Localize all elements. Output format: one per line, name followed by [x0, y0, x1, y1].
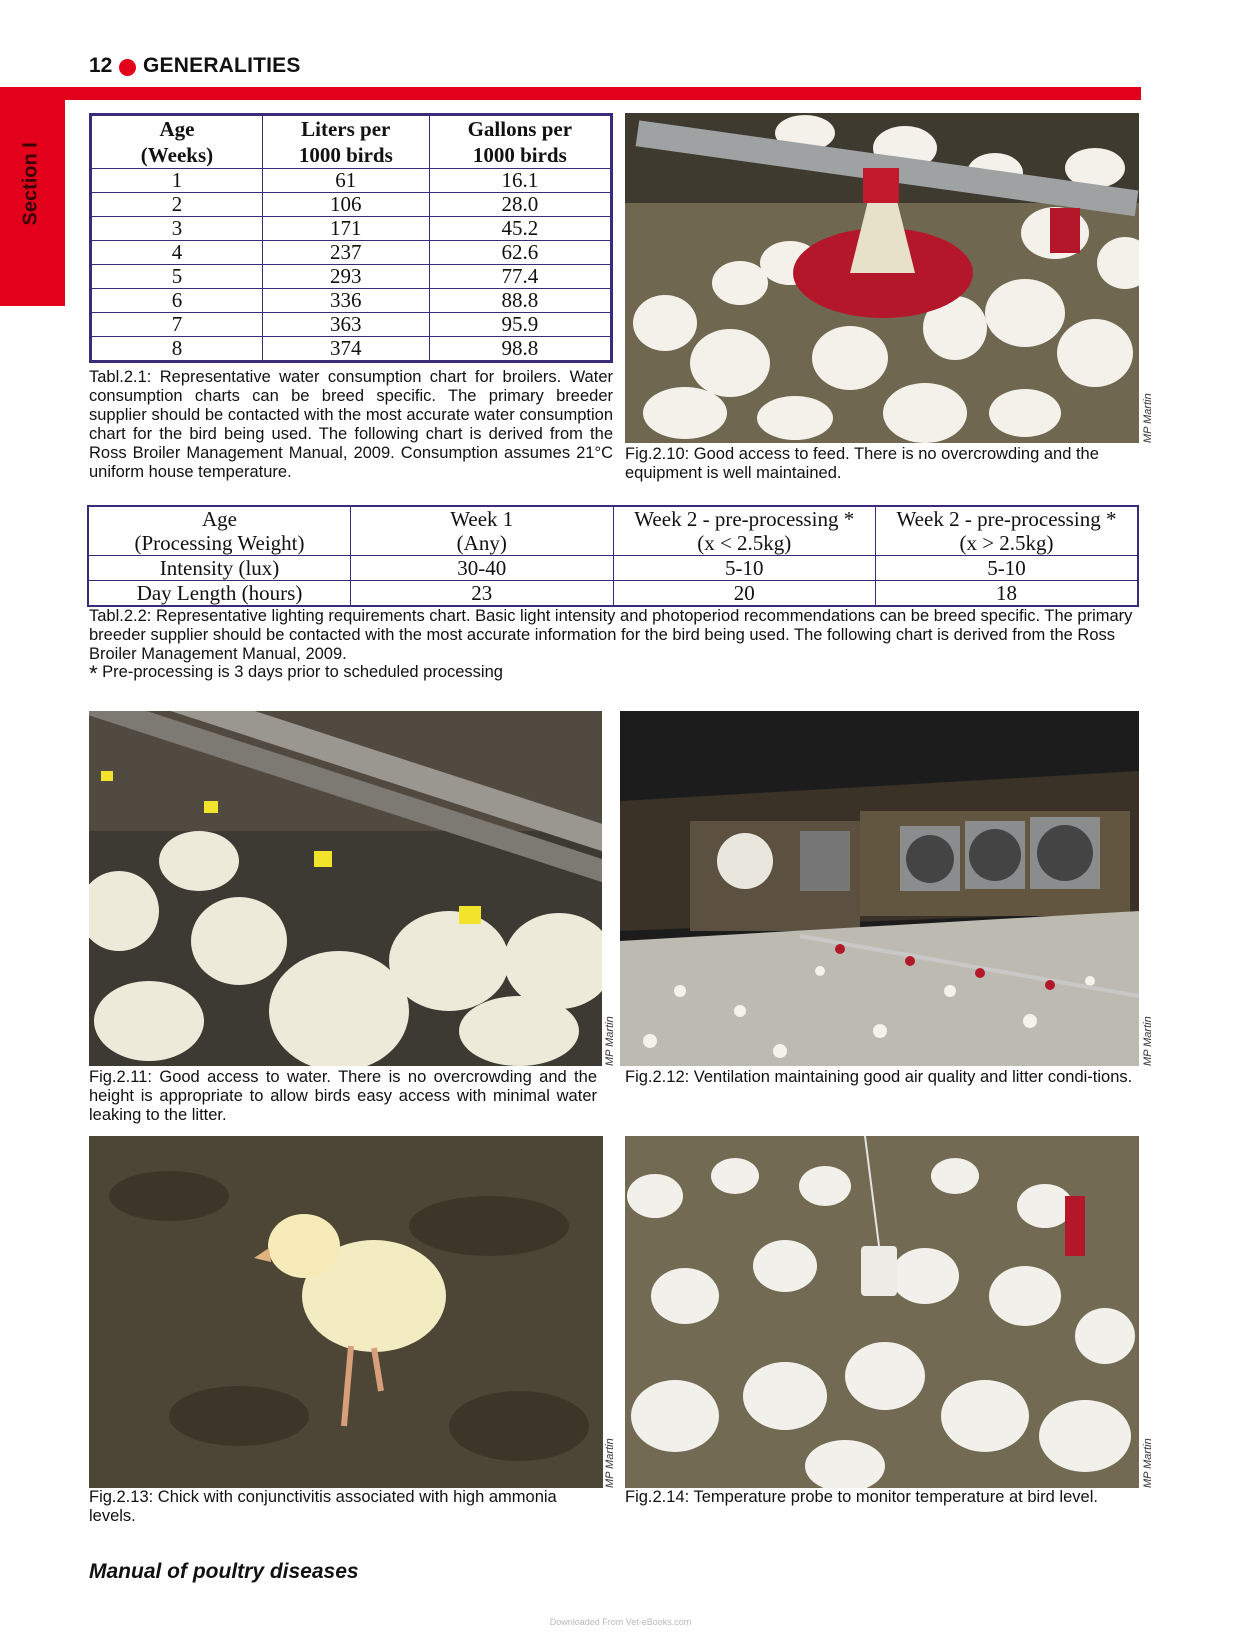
page-number: 12 [89, 54, 113, 77]
table-row [91, 217, 612, 241]
footnote-asterisk: * [89, 661, 98, 686]
table-cell: 8 [91, 337, 263, 362]
table-header-line: Gallons per [467, 117, 573, 141]
table-2-2-caption: Tabl.2.2: Representative lighting requirements chart. Basic light intensity and photoperiod recommendations can be breed specific. The primary breeder supplier should be contacted with the most accurate information for the bird being used. The following chart is derived from the Ross Broiler Management Manual, 2009. [89, 607, 1133, 663]
table-cell [88, 506, 351, 556]
table-cell: Day Length (hours) [88, 581, 351, 607]
table-cell: 45.2 [429, 217, 611, 241]
table-cell: 293 [262, 265, 429, 289]
table-cell [351, 506, 614, 556]
table-cell: 7 [91, 313, 263, 337]
section-title: GENERALITIES [143, 54, 301, 77]
table-row [91, 289, 612, 313]
table-row [91, 193, 612, 217]
table-header-liters [262, 115, 429, 169]
fig-2-11-credit: MP Martin [604, 1016, 616, 1066]
table-cell: 30-40 [351, 556, 614, 581]
table-cell: 374 [262, 337, 429, 362]
cell-line: (Processing Weight) [134, 531, 305, 555]
table-cell: 3 [91, 217, 263, 241]
download-source-note: Downloaded From Vet-eBooks.com [549, 1617, 692, 1627]
table-header-line: Liters per [301, 117, 391, 141]
cell-line: (Any) [456, 531, 507, 555]
table-cell [876, 506, 1139, 556]
table-row [91, 313, 612, 337]
header-red-bar [0, 87, 1141, 100]
table-cell: 4 [91, 241, 263, 265]
table-row [88, 581, 1138, 607]
table-cell: 98.8 [429, 337, 611, 362]
table-row [88, 506, 1138, 556]
table-cell: 336 [262, 289, 429, 313]
table-cell [613, 506, 876, 556]
cell-line: Week 1 [450, 507, 514, 531]
cell-line: (x < 2.5kg) [697, 531, 792, 555]
cell-line: Age [202, 507, 237, 531]
fig-2-13-credit: MP Martin [604, 1438, 616, 1488]
table-cell: Intensity (lux) [88, 556, 351, 581]
lighting-requirements-table [87, 505, 1139, 607]
table-cell: 106 [262, 193, 429, 217]
table-cell: 237 [262, 241, 429, 265]
table-cell: 16.1 [429, 169, 611, 193]
fig-2-10-caption: Fig.2.10: Good access to feed. There is no overcrowding and the equipment is well maintained. [625, 445, 1099, 482]
water-consumption-table [89, 113, 613, 363]
table-cell: 171 [262, 217, 429, 241]
temperature-probe-image [625, 1136, 1139, 1488]
table-row [91, 169, 612, 193]
chick-conjunctivitis-image [89, 1136, 603, 1488]
table-header-line: Age [159, 117, 195, 141]
table-cell: 95.9 [429, 313, 611, 337]
feeder-chicks-image [625, 113, 1139, 443]
table-header-line: (Weeks) [140, 143, 214, 167]
section-tab-label: Section I [19, 142, 42, 226]
fig-2-13-caption: Fig.2.13: Chick with conjunctivitis associated with high ammonia levels. [89, 1488, 557, 1525]
table-row [91, 241, 612, 265]
fig-2-11-photo [89, 711, 602, 1066]
fig-2-10-photo [625, 113, 1139, 443]
table-cell: 5-10 [613, 556, 876, 581]
table-2-2-footnote [89, 661, 1141, 686]
footnote-text: Pre-processing is 3 days prior to scheduled processing [102, 663, 503, 681]
table-cell: 61 [262, 169, 429, 193]
table-cell: 1 [91, 169, 263, 193]
header-bullet-dot [119, 59, 136, 76]
cell-line: Week 2 - pre-processing * [634, 507, 855, 531]
fig-2-14-credit: MP Martin [1142, 1438, 1154, 1488]
table-header-line: 1000 birds [472, 143, 567, 167]
table-cell: 88.8 [429, 289, 611, 313]
drinker-line-chicks-image [89, 711, 602, 1066]
table-row [91, 337, 612, 362]
table-cell: 5-10 [876, 556, 1139, 581]
fig-2-11-caption: Fig.2.11: Good access to water. There is no overcrowding and the height is appropriate to allow birds easy access with minimal water leaking to the litter. [89, 1068, 597, 1124]
fig-2-13-photo [89, 1136, 603, 1488]
fig-2-14-caption: Fig.2.14: Temperature probe to monitor temperature at bird level. [625, 1488, 1098, 1506]
table-header-row [91, 115, 612, 169]
table-row [91, 265, 612, 289]
fig-2-12-caption: Fig.2.12: Ventilation maintaining good air quality and litter condi-tions. [625, 1068, 1133, 1086]
table-cell: 2 [91, 193, 263, 217]
fig-2-12-photo [620, 711, 1139, 1066]
table-header-gallons [429, 115, 611, 169]
table-cell: 28.0 [429, 193, 611, 217]
table-row [88, 556, 1138, 581]
fig-2-14-photo [625, 1136, 1139, 1488]
table-cell: 6 [91, 289, 263, 313]
table-cell: 23 [351, 581, 614, 607]
table-header-age [91, 115, 263, 169]
table-cell: 20 [613, 581, 876, 607]
table-cell: 5 [91, 265, 263, 289]
cell-line: Week 2 - pre-processing * [896, 507, 1117, 531]
table-cell: 62.6 [429, 241, 611, 265]
book-title-footer: Manual of poultry diseases [89, 1560, 359, 1583]
table-cell: 77.4 [429, 265, 611, 289]
fig-2-10-credit: MP Martin [1142, 393, 1154, 443]
table-cell: 363 [262, 313, 429, 337]
cell-line: (x > 2.5kg) [959, 531, 1054, 555]
table-2-1-caption: Tabl.2.1: Representative water consumption chart for broilers. Water consumption charts can be breed specific. The primary breeder supplier should be contacted with the most accurate water consumption chart for the bird being used. The following chart is derived from the Ross Broiler Management Manual, 2009. Consumption assumes 21°C uniform house temperature. [89, 368, 613, 481]
ventilation-house-image [620, 711, 1139, 1066]
fig-2-12-credit: MP Martin [1142, 1016, 1154, 1066]
table-cell: 18 [876, 581, 1139, 607]
table-header-line: 1000 birds [298, 143, 393, 167]
